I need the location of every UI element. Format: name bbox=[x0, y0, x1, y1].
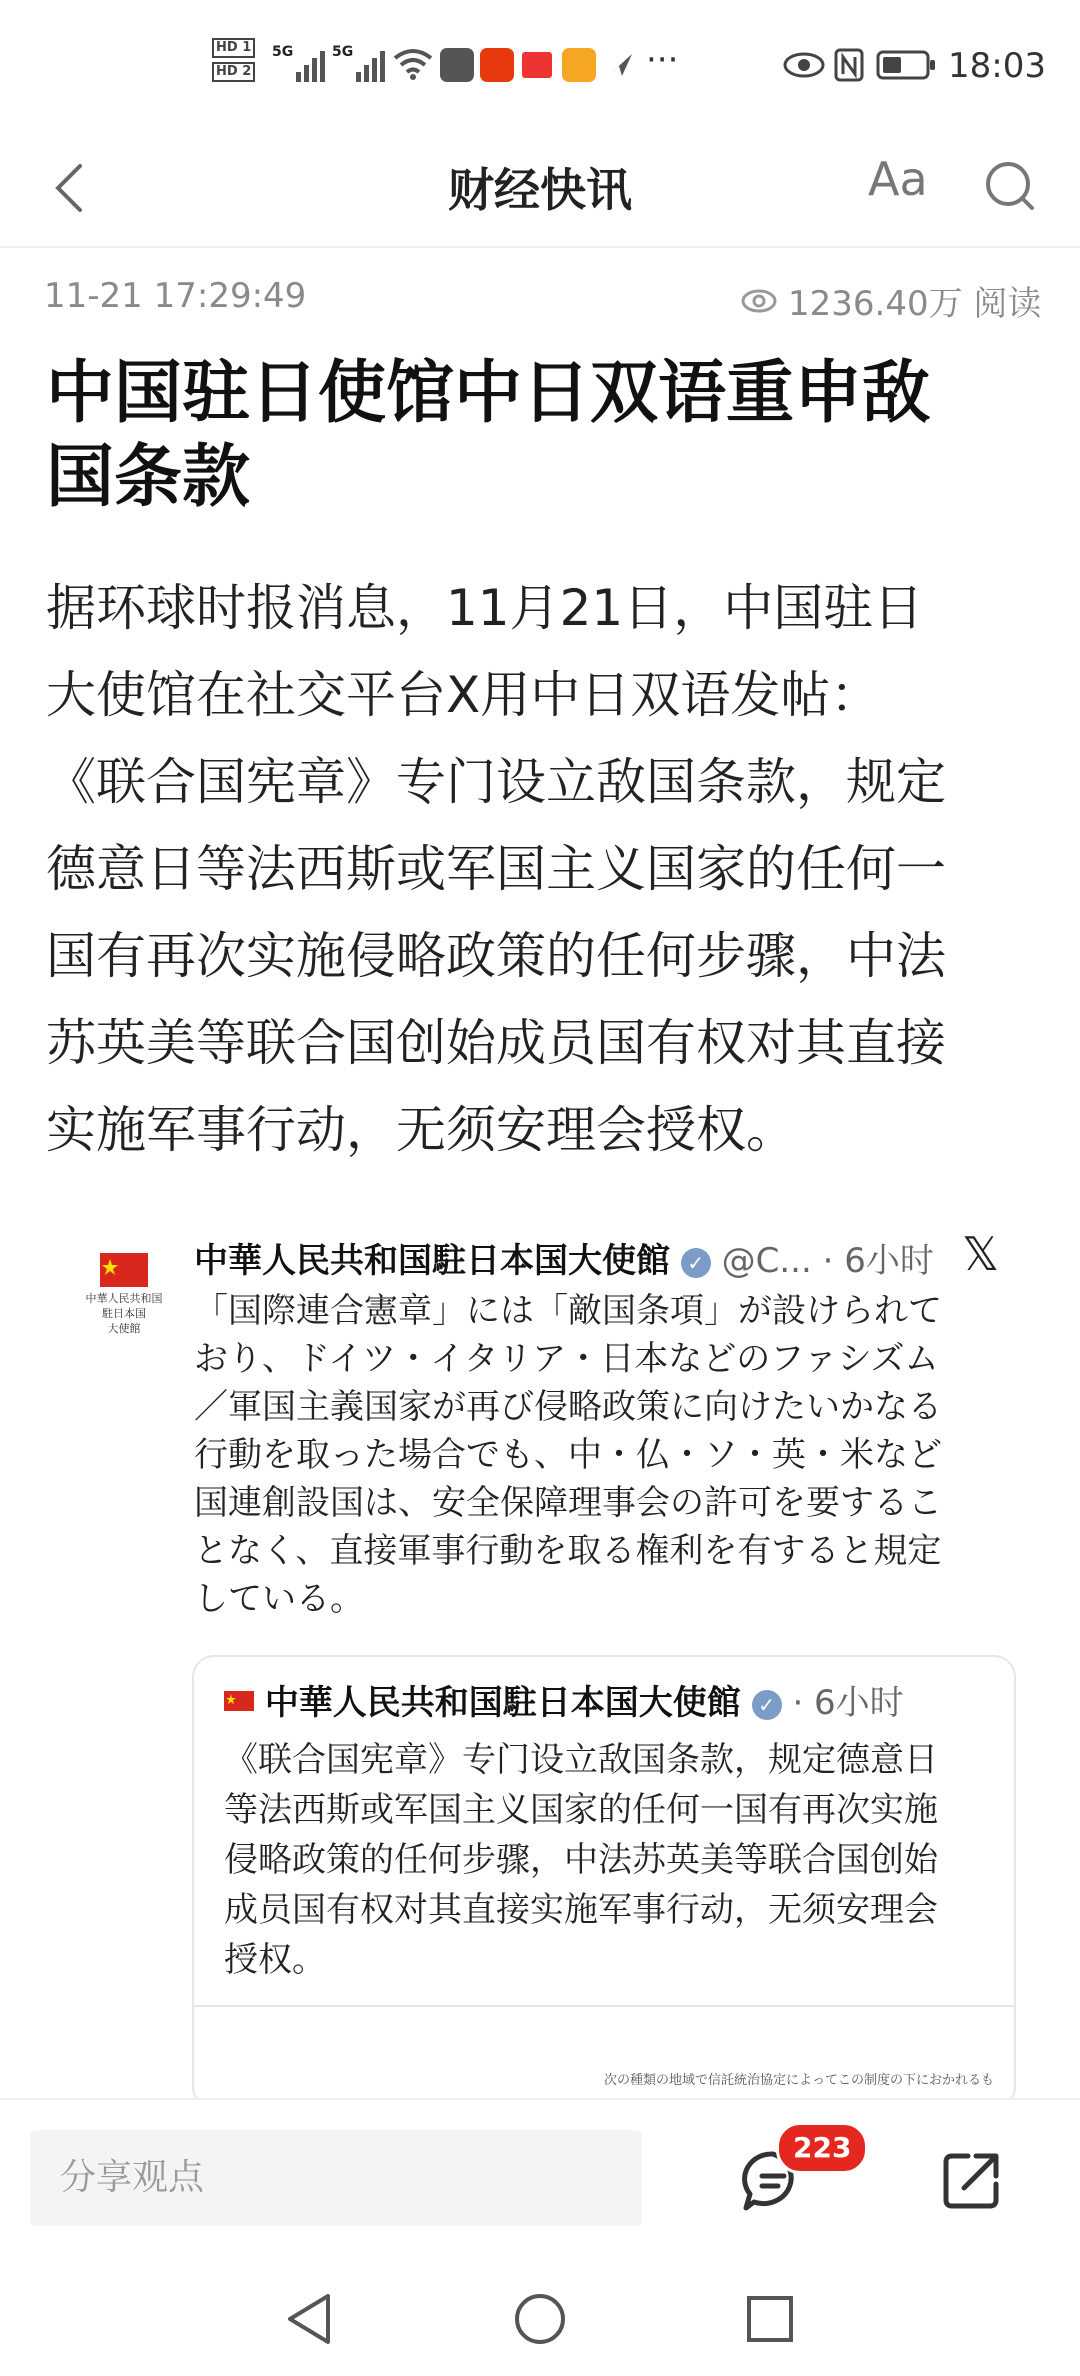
signal-1-icon: 5G bbox=[272, 44, 325, 82]
font-size-button[interactable]: Aa bbox=[868, 152, 928, 206]
body-line: 国有再次实施侵略政策的任何步骤，中法 bbox=[46, 927, 946, 985]
nfc-icon bbox=[834, 48, 864, 82]
tweet-time: · 6小时 bbox=[822, 1241, 934, 1281]
arrow-icon bbox=[606, 50, 636, 80]
body-line: 大使馆在社交平台X用中日双语发帖： bbox=[46, 666, 881, 724]
clock: 18:03 bbox=[948, 46, 1046, 86]
quoted-tweet[interactable] bbox=[192, 1655, 1016, 2109]
hd2-label: HD 2 bbox=[212, 62, 255, 82]
china-flag-icon bbox=[100, 1253, 148, 1287]
body-line: 据环球时报消息，11月21日，中国驻日 bbox=[46, 579, 924, 637]
views-eye-icon bbox=[740, 288, 778, 314]
system-nav-bar bbox=[0, 2268, 1080, 2376]
top-nav-bar bbox=[0, 130, 1080, 248]
quote-divider bbox=[194, 2005, 1014, 2007]
message-icon bbox=[440, 48, 474, 82]
tweet-handle: @C... bbox=[721, 1241, 812, 1281]
quoted-tweet-header bbox=[224, 1679, 904, 1727]
battery-icon bbox=[876, 50, 936, 80]
x-logo-icon: 𝕏 bbox=[962, 1227, 1000, 1281]
more-notifications: ··· bbox=[646, 40, 679, 80]
book-icon bbox=[522, 52, 552, 78]
quoted-time: · 6小时 bbox=[792, 1683, 904, 1723]
taobao-icon bbox=[480, 48, 514, 82]
article-body bbox=[46, 565, 1036, 1174]
quoted-tweet-text: 《联合国宪章》专门设立敌国条款，规定德意日 等法西斯或军国主义国家的任何一国有再次实施 侵略政策的任何步骤，中法苏英美等联合国创始 成员国有权对其直接实施军事行动，无须安理会 授权。 bbox=[224, 1740, 938, 1980]
article-title-line: 中国驻日使馆中日双语重申敌 bbox=[46, 354, 931, 433]
search-icon[interactable] bbox=[984, 160, 1036, 212]
share-opinion-input[interactable]: 分享观点 bbox=[30, 2130, 642, 2226]
china-flag-icon bbox=[224, 1691, 254, 1719]
bottom-action-bar bbox=[0, 2098, 1080, 2270]
sim-labels bbox=[212, 38, 255, 82]
signal-2-icon: 5G bbox=[332, 44, 385, 82]
tweet-text: 「国際連合憲章」には「敵国条項」が設けられて おり、ドイツ・イタリア・日本などのファシズム ／軍国主義国家が再び侵略政策に向けたいかなる 行動を取った場合でも、中・仏・ソ・英・米など 国連創設国は、安全保障理事会の許可を要するこ となく、直接軍事行動を取る権利を有すると規定 している。 bbox=[194, 1291, 942, 1619]
share-icon[interactable] bbox=[940, 2150, 1002, 2212]
article-title bbox=[46, 352, 1036, 520]
wifi-icon bbox=[393, 48, 433, 80]
body-line: 实施军事行动，无须安理会授权。 bbox=[46, 1101, 796, 1159]
tweet-author: 中華人民共和国駐日本国大使館 bbox=[194, 1241, 670, 1281]
body-line: 苏英美等联合国创始成员国有权对其直接 bbox=[46, 1014, 946, 1072]
article-views bbox=[740, 276, 1041, 325]
body-line: 《联合国宪章》专门设立敌国条款，规定 bbox=[46, 753, 946, 811]
eye-icon bbox=[783, 52, 825, 78]
views-count: 1236.40万 阅读 bbox=[788, 284, 1042, 324]
quoted-author: 中華人民共和国駐日本国大使館 bbox=[264, 1683, 741, 1723]
comment-count-badge: 223 bbox=[776, 2122, 868, 2174]
page-title: 财经快讯 bbox=[448, 163, 632, 217]
status-bar bbox=[0, 0, 1080, 130]
article-title-line: 国条款 bbox=[46, 438, 251, 517]
article-datetime: 11-21 17:29:49 bbox=[44, 276, 307, 316]
quoted-image-snippet: 次の種類の地域で信託統治協定によってこの制度の下におかれるも bbox=[604, 2073, 995, 2088]
tweet-header bbox=[194, 1237, 1034, 1285]
verified-icon: ✓ bbox=[752, 1690, 782, 1720]
play-icon bbox=[562, 48, 596, 82]
tweet-avatar: 中華人民共和国 駐日本国 大使館 bbox=[74, 1253, 174, 1336]
nav-home-icon[interactable] bbox=[513, 2292, 567, 2346]
nav-back-icon[interactable] bbox=[284, 2292, 334, 2346]
hd1-label: HD 1 bbox=[212, 38, 255, 58]
verified-icon: ✓ bbox=[681, 1248, 711, 1278]
nav-recents-icon[interactable] bbox=[745, 2294, 795, 2344]
body-line: 德意日等法西斯或军国主义国家的任何一 bbox=[46, 840, 946, 898]
